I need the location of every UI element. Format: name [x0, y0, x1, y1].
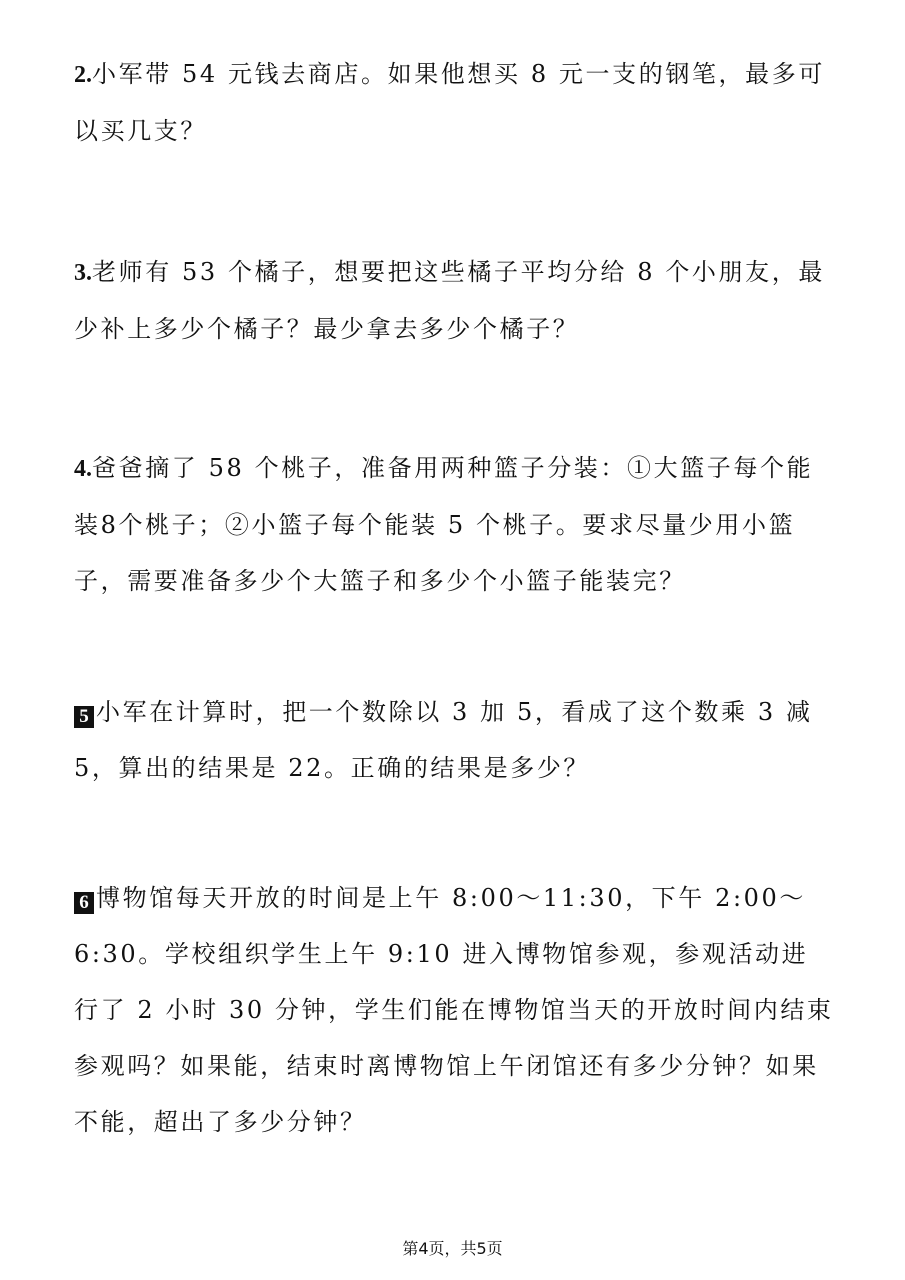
problem-text: 小军在计算时，把一个数除以 3 加 5，看成了这个数乘 3 减 5，算出的结果是 22。正确的结果是多少？ — [74, 698, 813, 782]
problem-6 — [74, 870, 834, 1150]
problem-text: 老师有 53 个橘子，想要把这些橘子平均分给 8 个小朋友，最少补上多少个橘子？最少拿去多少个橘子？ — [74, 258, 825, 343]
problem-number: 4. — [74, 456, 92, 482]
problem-text: 博物馆每天开放的时间是上午 8:00～11:30，下午 2:00～6:30。学校组织学生上午 9:10 进入博物馆参观，参观活动进行了 2 小时 30 分钟，学生们能在博物馆当天的开放时间内结束参观吗？如果能，结束时离博物馆上午闭馆还有多少分钟？如果不能，超出了多少分钟？ — [74, 884, 834, 1136]
problem-4 — [74, 440, 834, 609]
page-footer: 第4页，共5页 — [402, 1239, 503, 1258]
problem-5 — [74, 684, 834, 796]
problem-number: 2. — [74, 62, 92, 88]
problem-number-badge: 5 — [74, 706, 94, 728]
problem-text: 爸爸摘了 58 个桃子，准备用两种篮子分装：①大篮子每个能装8个桃子；②小篮子每个能装 5 个桃子。要求尽量少用小篮子，需要准备多少个大篮子和多少个小篮子能装完？ — [74, 454, 814, 595]
problem-text: 小军带 54 元钱去商店。如果他想买 8 元一支的钢笔，最多可以买几支？ — [74, 60, 825, 145]
problem-number: 3. — [74, 260, 92, 286]
problem-3 — [74, 244, 834, 357]
problem-2 — [74, 46, 834, 159]
problem-number-badge: 6 — [74, 892, 94, 914]
